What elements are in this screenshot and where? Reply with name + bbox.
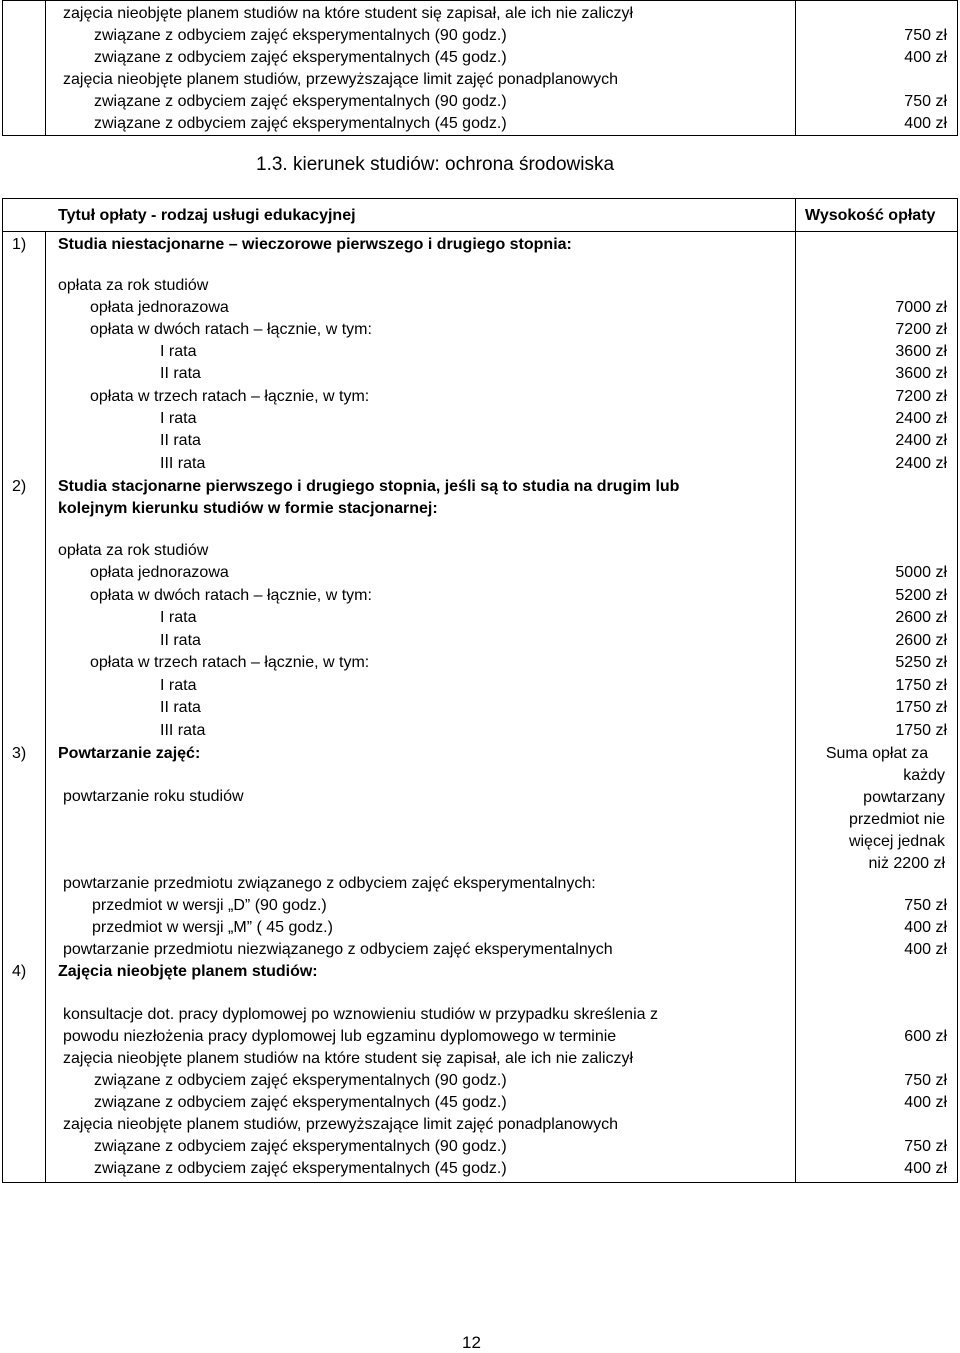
fee-row-label: zajęcia nieobjęte planem studiów, przewyższające limit zajęć ponadplanowych	[63, 1116, 618, 1133]
fee-row-amount: 750 zł	[904, 1138, 947, 1155]
section-number: 1)	[12, 236, 27, 253]
table-header-amount: Wysokość opłaty	[805, 207, 936, 224]
top-row-label: związane z odbyciem zajęć eksperymentalnych (45 godz.)	[94, 49, 507, 66]
num-column-divider	[45, 231, 46, 1183]
fee-row-amount: 400 zł	[904, 919, 947, 936]
page-number: 12	[462, 1333, 481, 1352]
repeat-year-amount-line: każdy	[903, 767, 945, 784]
repeat-year-amount	[796, 743, 958, 875]
top-row-label: zajęcia nieobjęte planem studiów, przewyższające limit zajęć ponadplanowych	[63, 71, 618, 88]
top-row-label: zajęcia nieobjęte planem studiów na które student się zapisał, ale ich nie zaliczył	[63, 5, 634, 22]
fee-row-amount: 400 zł	[904, 1160, 947, 1177]
fee-row-label: III rata	[160, 722, 206, 739]
fee-row-label: III rata	[160, 455, 206, 472]
fee-row-label: opłata za rok studiów	[58, 277, 209, 294]
fee-row-amount: 2600 zł	[895, 632, 947, 649]
fee-row-amount: 2400 zł	[895, 410, 947, 427]
top-row-label: związane z odbyciem zajęć eksperymentalnych (90 godz.)	[94, 93, 507, 110]
top-row-label: związane z odbyciem zajęć eksperymentalnych (45 godz.)	[94, 115, 507, 132]
fee-row-amount: 600 zł	[904, 1028, 947, 1045]
fee-row-label: opłata w trzech ratach – łącznie, w tym:	[90, 388, 370, 405]
section-title: Studia niestacjonarne – wieczorowe pierwszego i drugiego stopnia:	[58, 236, 572, 253]
fee-row-label: I rata	[160, 677, 197, 694]
fee-row-label: związane z odbyciem zajęć eksperymentalnych (90 godz.)	[94, 1138, 507, 1155]
section-number: 3)	[12, 745, 27, 762]
fee-row-label: przedmiot w wersji „M” ( 45 godz.)	[92, 919, 333, 936]
fee-row-amount: 750 zł	[904, 897, 947, 914]
fee-row-amount: 2400 zł	[895, 432, 947, 449]
fee-row-label: opłata w dwóch ratach – łącznie, w tym:	[90, 321, 372, 338]
fee-row-amount: 1750 zł	[895, 699, 947, 716]
fee-row-label: zajęcia nieobjęte planem studiów na które student się zapisał, ale ich nie zaliczył	[63, 1050, 634, 1067]
fee-row-amount: 1750 zł	[895, 677, 947, 694]
section-title: Studia stacjonarne pierwszego i drugiego stopnia, jeśli są to studia na drugim lub	[58, 478, 680, 495]
amount-column-divider	[795, 198, 796, 1183]
fee-row-amount: 7200 zł	[895, 388, 947, 405]
fee-row-label: II rata	[160, 699, 201, 716]
fee-row-amount: 400 zł	[904, 941, 947, 958]
fee-row-label: konsultacje dot. pracy dyplomowej po wznowieniu studiów w przypadku skreślenia z	[63, 1006, 658, 1023]
top-row-amount: 400 zł	[904, 115, 947, 132]
top-table-amount-divider	[795, 0, 796, 136]
top-row-amount: 400 zł	[904, 49, 947, 66]
fee-row-amount: 400 zł	[904, 1094, 947, 1111]
fee-row-label: powtarzanie roku studiów	[63, 788, 244, 805]
section-title: Zajęcia nieobjęte planem studiów:	[58, 963, 318, 980]
fee-row-amount: 2400 zł	[895, 455, 947, 472]
repeat-year-amount-line: Suma opłat za	[825, 745, 929, 762]
fee-row-amount: 2600 zł	[895, 609, 947, 626]
fee-row-amount: 5250 zł	[895, 654, 947, 671]
fee-row-label: opłata jednorazowa	[90, 299, 229, 316]
top-row-amount: 750 zł	[904, 93, 947, 110]
fee-row-amount: 7000 zł	[895, 299, 947, 316]
repeat-year-amount-line: niż 2200 zł	[868, 855, 945, 872]
fee-row-label: przedmiot w wersji „D” (90 godz.)	[92, 897, 327, 914]
table-header-divider	[2, 231, 958, 232]
fee-row-label: opłata w trzech ratach – łącznie, w tym:	[90, 654, 370, 671]
fee-row-label: związane z odbyciem zajęć eksperymentalnych (90 godz.)	[94, 1072, 507, 1089]
fee-row-label: powtarzanie przedmiotu związanego z odbyciem zajęć eksperymentalnych:	[63, 875, 596, 892]
fee-row-label: powtarzanie przedmiotu niezwiązanego z odbyciem zajęć eksperymentalnych	[63, 941, 613, 958]
fee-row-label: II rata	[160, 365, 201, 382]
fee-row-amount: 1750 zł	[895, 722, 947, 739]
repeat-year-amount-line: więcej jednak	[848, 833, 945, 850]
repeat-year-amount-line: powtarzany	[863, 789, 945, 806]
fee-row-label: powodu niezłożenia pracy dyplomowej lub egzaminu dyplomowego w terminie	[63, 1028, 617, 1045]
section-number: 2)	[12, 478, 27, 495]
fee-row-label: opłata jednorazowa	[90, 564, 229, 581]
repeat-year-amount-line: przedmiot nie	[848, 811, 945, 828]
table-header-title: Tytuł opłaty - rodzaj usługi edukacyjnej	[58, 207, 356, 224]
fee-row-label: I rata	[160, 609, 197, 626]
fee-row-amount: 3600 zł	[895, 365, 947, 382]
section-number: 4)	[12, 963, 27, 980]
fee-row-amount: 750 zł	[904, 1072, 947, 1089]
fee-row-label: związane z odbyciem zajęć eksperymentalnych (45 godz.)	[94, 1094, 507, 1111]
top-table-column-divider	[45, 0, 46, 136]
top-row-label: związane z odbyciem zajęć eksperymentalnych (90 godz.)	[94, 27, 507, 44]
fee-row-amount: 5000 zł	[895, 564, 947, 581]
fee-row-label: związane z odbyciem zajęć eksperymentalnych (45 godz.)	[94, 1160, 507, 1177]
fee-row-label: II rata	[160, 432, 201, 449]
fee-row-amount: 5200 zł	[895, 587, 947, 604]
section-heading: 1.3. kierunek studiów: ochrona środowiska	[256, 154, 615, 175]
fee-row-label: I rata	[160, 410, 197, 427]
top-row-amount: 750 zł	[904, 27, 947, 44]
fee-row-amount: 7200 zł	[895, 321, 947, 338]
section-title: kolejnym kierunku studiów w formie stacjonarnej:	[58, 500, 438, 517]
fee-row-label: II rata	[160, 632, 201, 649]
fee-row-label: I rata	[160, 343, 197, 360]
fee-row-label: opłata w dwóch ratach – łącznie, w tym:	[90, 587, 372, 604]
fee-row-label: opłata za rok studiów	[58, 542, 209, 559]
fee-row-amount: 3600 zł	[895, 343, 947, 360]
section-title: Powtarzanie zajęć:	[58, 745, 201, 762]
